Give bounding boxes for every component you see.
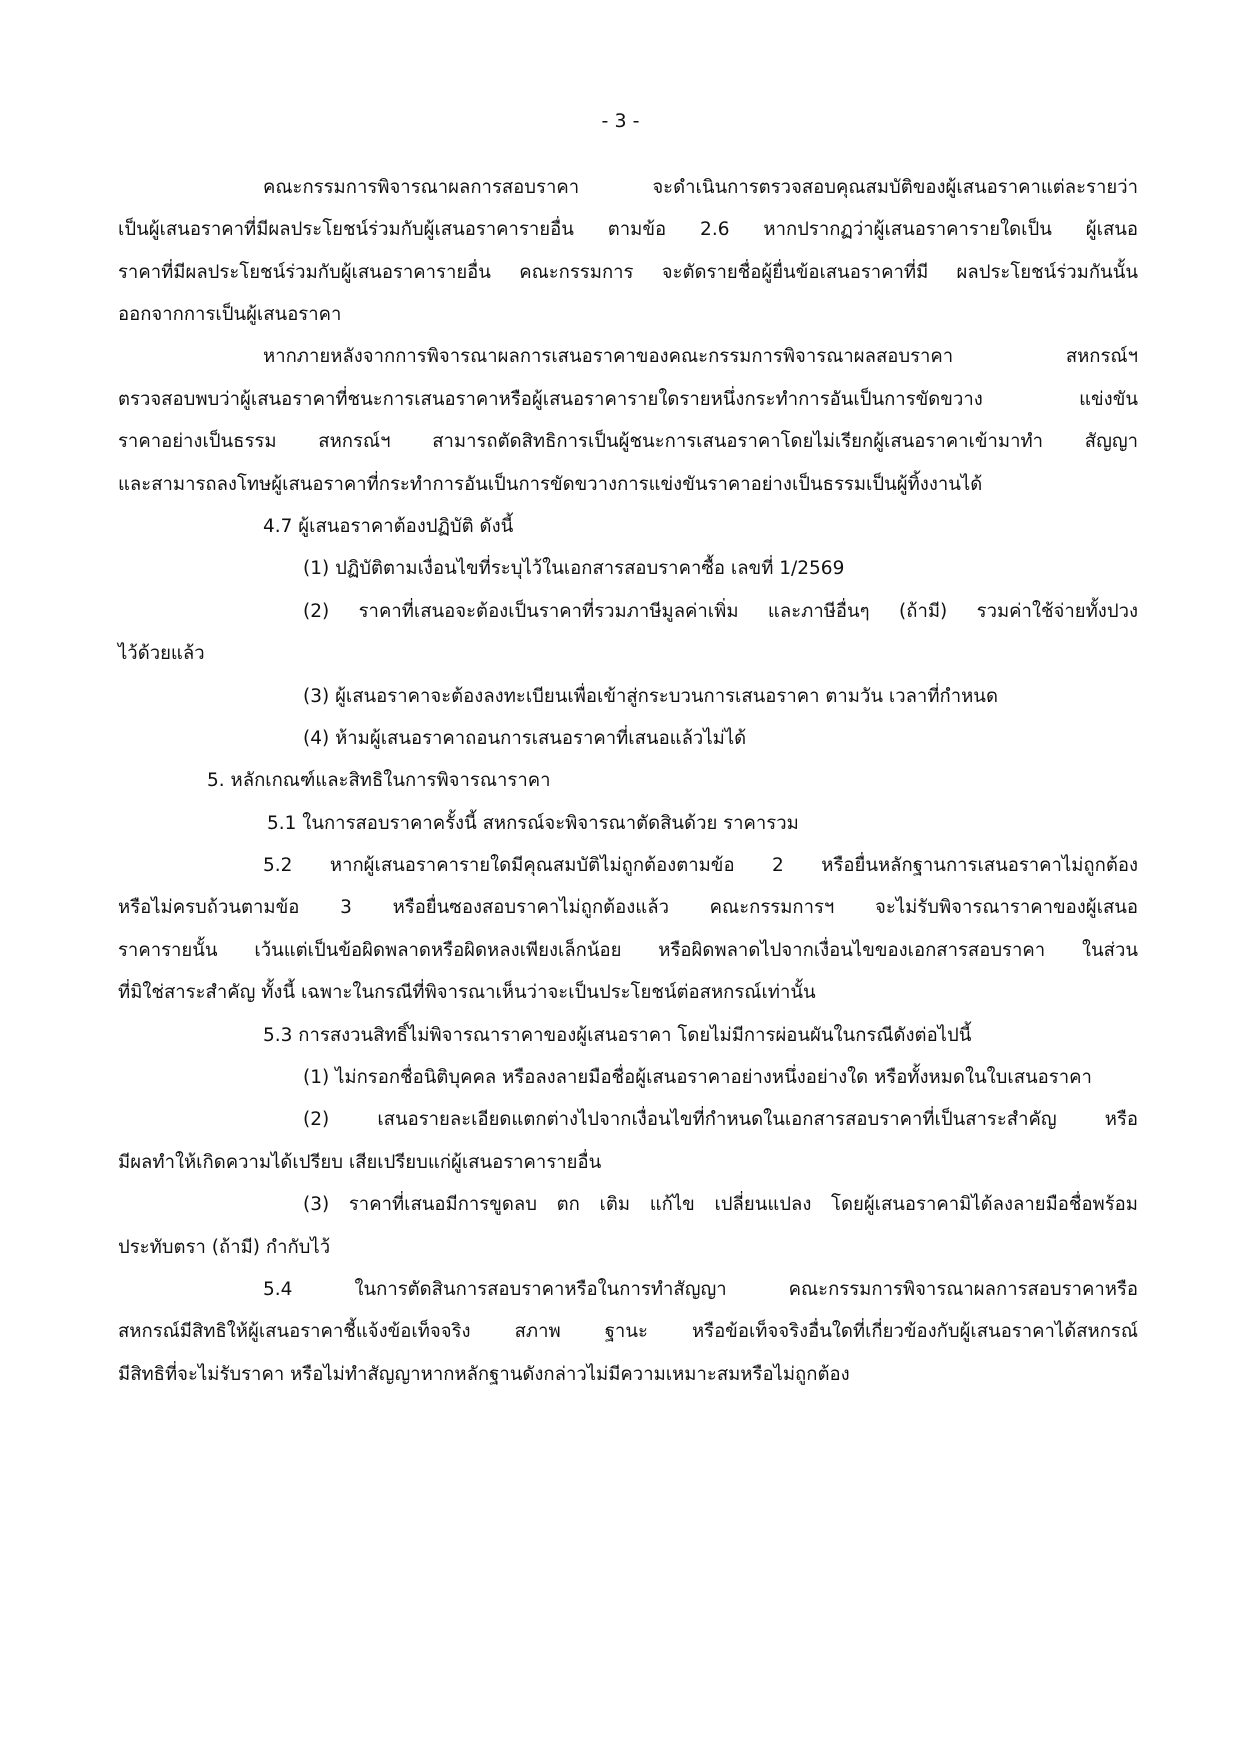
section-heading: 4.7 ผู้เสนอราคาต้องปฏิบัติ ดังนี้ bbox=[263, 516, 514, 537]
paragraph-line: ราคาที่มีผลประโยชน์ร่วมกับผู้เสนอราคารายอื่น คณะกรรมการ จะตัดรายชื่อผู้ยื่นข้อเสนอราคาที่มี ผลประโยชน์ร่วมกันนั้น bbox=[118, 262, 1138, 283]
paragraph-line: เป็นผู้เสนอราคาที่มีผลประโยชน์ร่วมกับผู้เสนอราคารายอื่น ตามข้อ 2.6 หากปรากฏว่าผู้เสนอราคารายใดเป็น ผู้เสนอ bbox=[118, 219, 1138, 240]
list-item: (4) ห้ามผู้เสนอราคาถอนการเสนอราคาที่เสนอแล้วไม่ได้ bbox=[303, 728, 747, 749]
paragraph-line: ไว้ด้วยแล้ว bbox=[118, 643, 205, 664]
list-item: (2) เสนอรายละเอียดแตกต่างไปจากเงื่อนไขที่กำหนดในเอกสารสอบราคาที่เป็นสาระสำคัญ หรือ bbox=[303, 1109, 1138, 1130]
paragraph-line: และสามารถลงโทษผู้เสนอราคาที่กระทำการอันเป็นการขัดขวางการแข่งขันราคาอย่างเป็นธรรมเป็นผู้ทิ้งงานได้ bbox=[118, 474, 983, 495]
section-heading: 5. หลักเกณฑ์และสิทธิในการพิจารณาราคา bbox=[207, 770, 551, 791]
paragraph-line: คณะกรรมการพิจารณาผลการสอบราคา จะดำเนินการตรวจสอบคุณสมบัติของผู้เสนอราคาแต่ละรายว่า bbox=[263, 177, 1138, 198]
paragraph-line: สหกรณ์มีสิทธิให้ผู้เสนอราคาชี้แจ้งข้อเท็จจริง สภาพ ฐานะ หรือข้อเท็จจริงอื่นใดที่เกี่ยวข้องกับผู้เสนอราคาได้สหกรณ์ bbox=[118, 1321, 1138, 1342]
paragraph-line: มีสิทธิที่จะไม่รับราคา หรือไม่ทำสัญญาหากหลักฐานดังกล่าวไม่มีความเหมาะสมหรือไม่ถูกต้อง bbox=[118, 1364, 850, 1385]
paragraph-line: ประทับตรา (ถ้ามี) กำกับไว้ bbox=[118, 1237, 331, 1258]
paragraph-line: ออกจากการเป็นผู้เสนอราคา bbox=[118, 304, 342, 325]
page-number: - 3 - bbox=[601, 110, 640, 132]
paragraph-line: 5.4 ในการตัดสินการสอบราคาหรือในการทำสัญญา คณะกรรมการพิจารณาผลการสอบราคาหรือ bbox=[263, 1279, 1138, 1300]
list-item: (3) ราคาที่เสนอมีการขูดลบ ตก เติม แก้ไข เปลี่ยนแปลง โดยผู้เสนอราคามิได้ลงลายมือชื่อพร้อม bbox=[303, 1194, 1138, 1215]
paragraph-line: หรือไม่ครบถ้วนตามข้อ 3 หรือยื่นซองสอบราคาไม่ถูกต้องแล้ว คณะกรรมการฯ จะไม่รับพิจารณาราคาของผู้เสนอ bbox=[118, 897, 1138, 918]
paragraph-line: หากภายหลังจากการพิจารณาผลการเสนอราคาของคณะกรรมการพิจารณาผลสอบราคา สหกรณ์ฯ bbox=[263, 346, 1138, 367]
list-item: (1) ปฏิบัติตามเงื่อนไขที่ระบุไว้ในเอกสารสอบราคาซื้อ เลขที่ 1/2569 bbox=[303, 558, 845, 579]
list-item: (2) ราคาที่เสนอจะต้องเป็นราคาที่รวมภาษีมูลค่าเพิ่ม และภาษีอื่นๆ (ถ้ามี) รวมค่าใช้จ่ายทั้งปวง bbox=[303, 601, 1138, 622]
paragraph-line: ราคารายนั้น เว้นแต่เป็นข้อผิดพลาดหรือผิดหลงเพียงเล็กน้อย หรือผิดพลาดไปจากเงื่อนไขของเอกสารสอบราคา ในส่วน bbox=[118, 940, 1138, 961]
paragraph-line: ที่มิใช่สาระสำคัญ ทั้งนี้ เฉพาะในกรณีที่พิจารณาเห็นว่าจะเป็นประโยชน์ต่อสหกรณ์เท่านั้น bbox=[118, 982, 816, 1003]
list-item: (1) ไม่กรอกชื่อนิติบุคคล หรือลงลายมือชื่อผู้เสนอราคาอย่างหนึ่งอย่างใด หรือทั้งหมดในใบเสนอราคา bbox=[303, 1067, 1092, 1088]
list-item: (3) ผู้เสนอราคาจะต้องลงทะเบียนเพื่อเข้าสู่กระบวนการเสนอราคา ตามวัน เวลาที่กำหนด bbox=[303, 686, 998, 707]
paragraph-line: 5.2 หากผู้เสนอราคารายใดมีคุณสมบัติไม่ถูกต้องตามข้อ 2 หรือยื่นหลักฐานการเสนอราคาไม่ถูกต้อง bbox=[263, 855, 1138, 876]
paragraph-line: ราคาอย่างเป็นธรรม สหกรณ์ฯ สามารถตัดสิทธิการเป็นผู้ชนะการเสนอราคาโดยไม่เรียกผู้เสนอราคาเข้ามาทำ สัญญา bbox=[118, 431, 1138, 452]
paragraph-line: 5.1 ในการสอบราคาครั้งนี้ สหกรณ์จะพิจารณาตัดสินด้วย ราคารวม bbox=[267, 813, 799, 834]
paragraph-line: ตรวจสอบพบว่าผู้เสนอราคาที่ชนะการเสนอราคาหรือผู้เสนอราคารายใดรายหนึ่งกระทำการอันเป็นการขัดขวาง แข่งขัน bbox=[118, 389, 1138, 410]
paragraph-line: 5.3 การสงวนสิทธิ์ไม่พิจารณาราคาของผู้เสนอราคา โดยไม่มีการผ่อนผันในกรณีดังต่อไปนี้ bbox=[263, 1025, 972, 1046]
paragraph-line: มีผลทำให้เกิดความได้เปรียบ เสียเปรียบแก่ผู้เสนอราคารายอื่น bbox=[118, 1152, 602, 1173]
